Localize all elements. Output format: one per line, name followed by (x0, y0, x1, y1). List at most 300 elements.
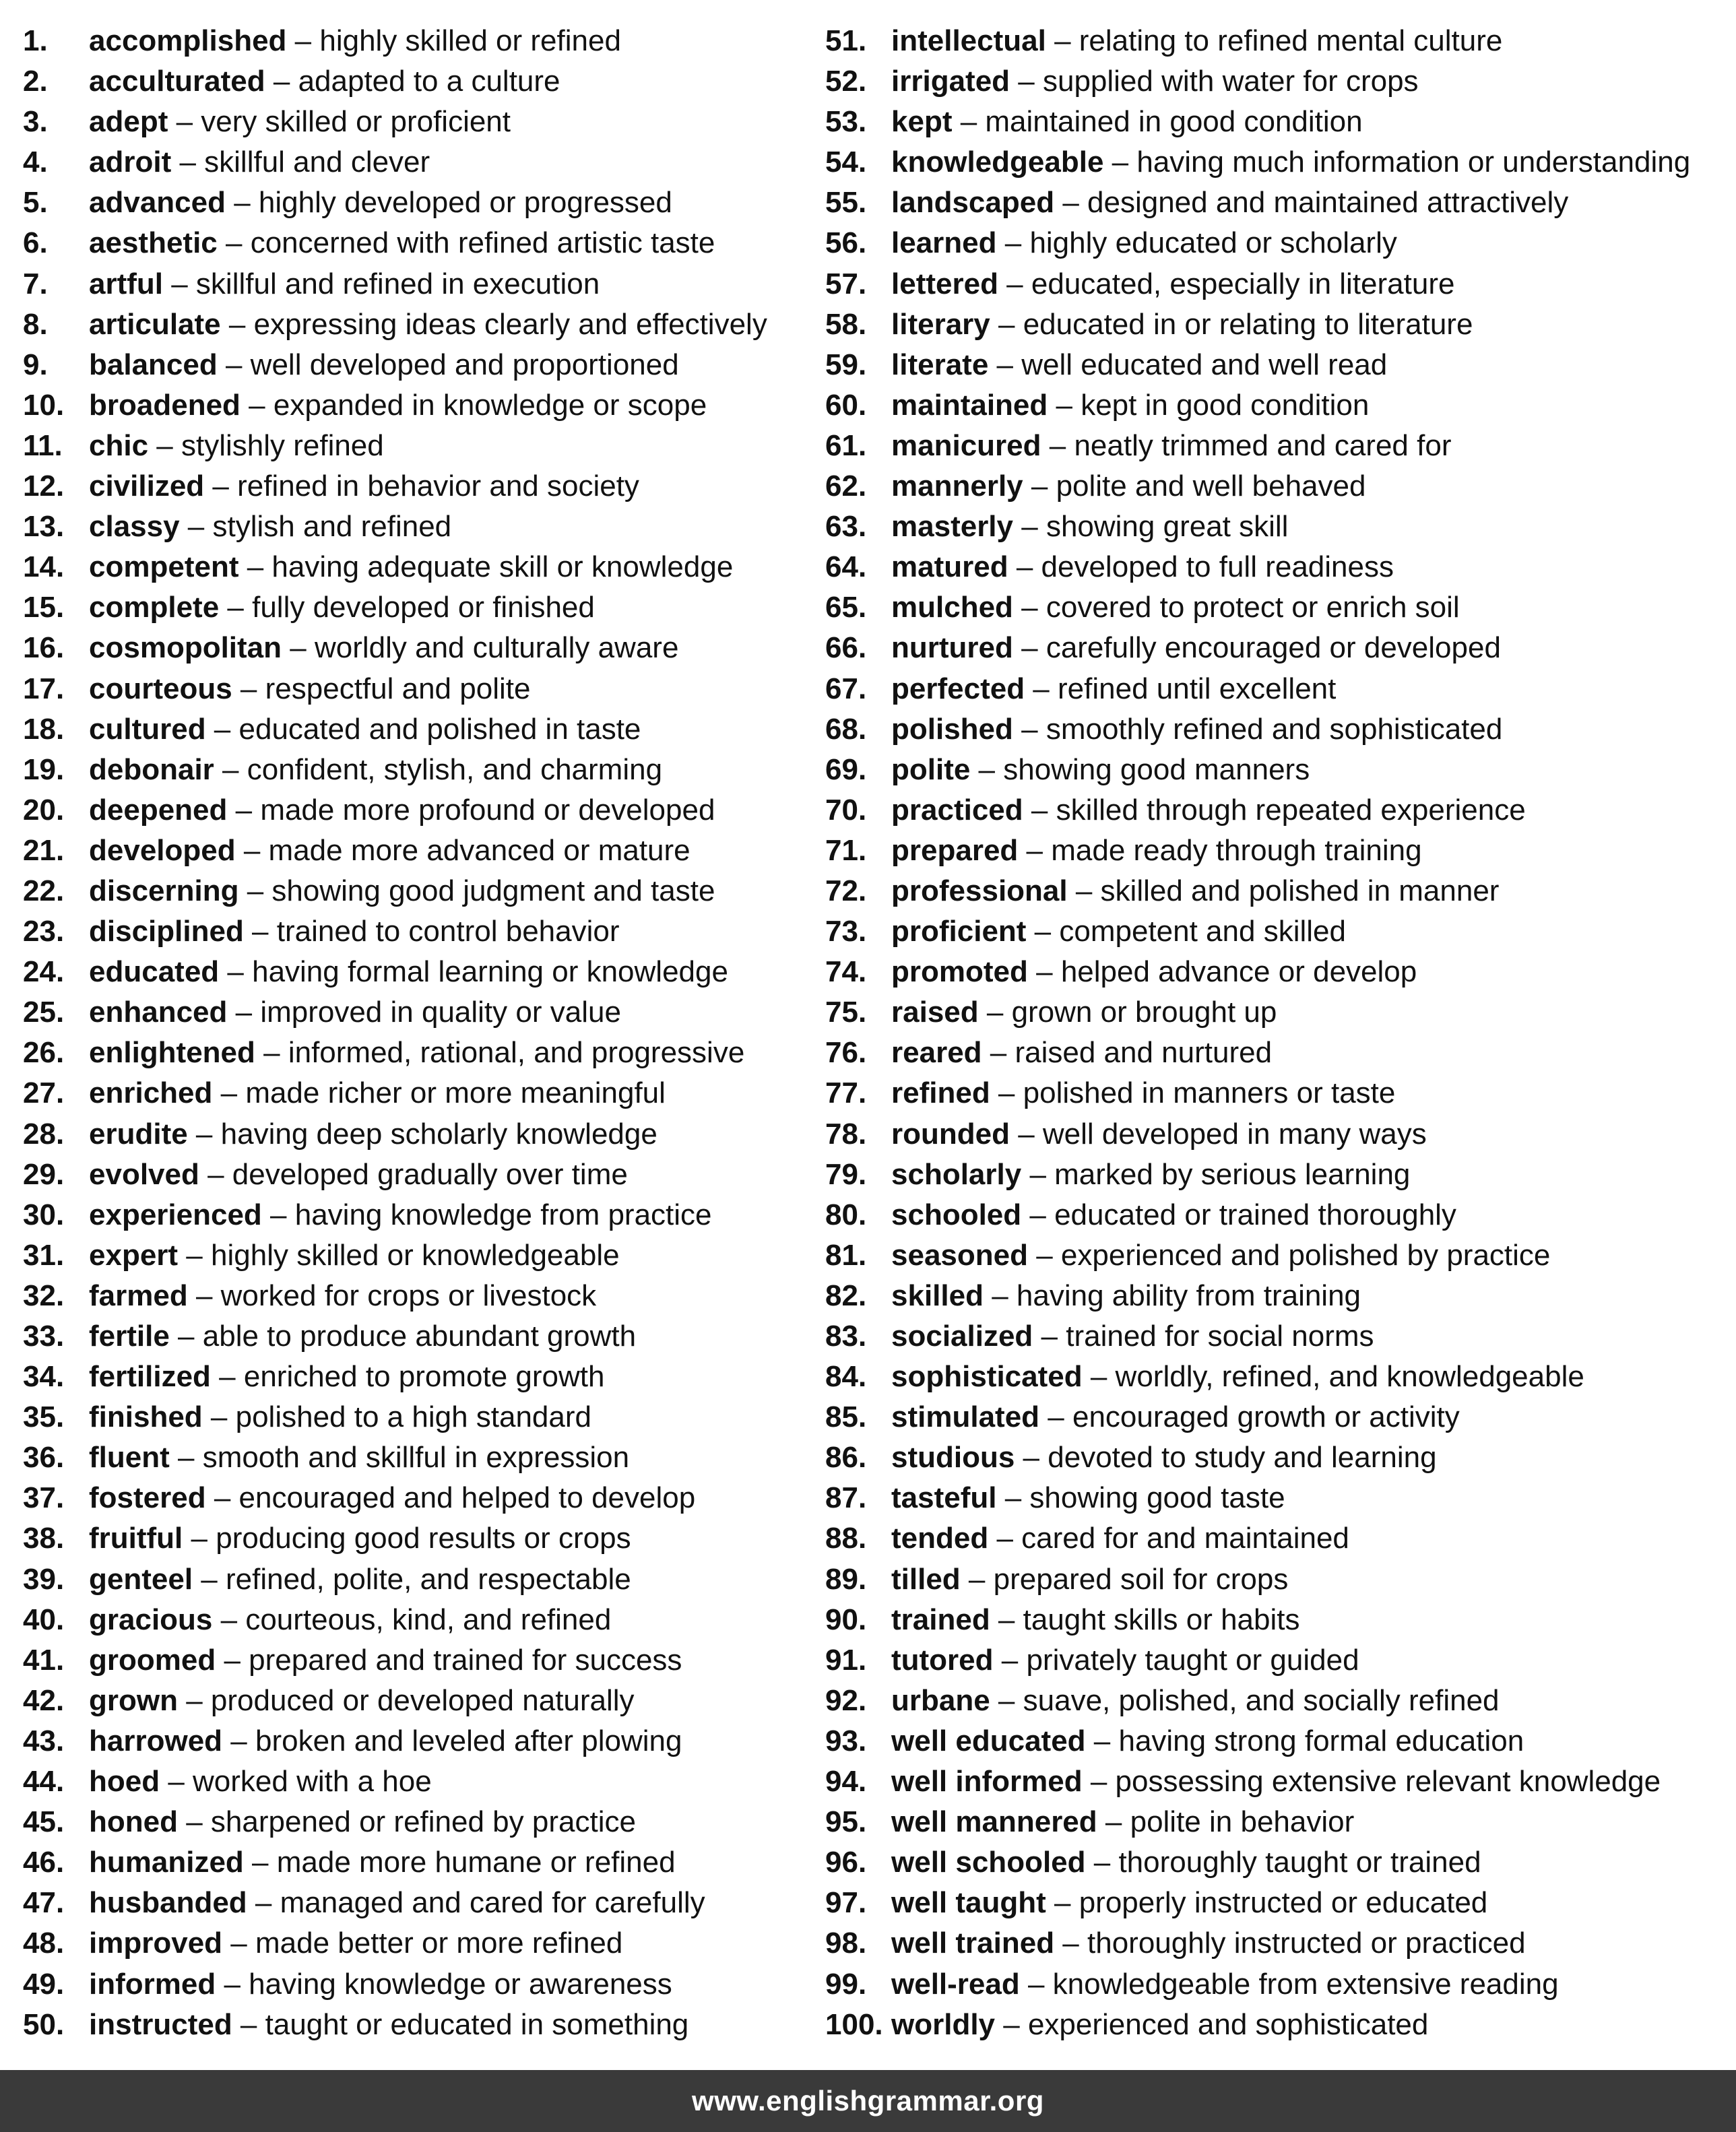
item-word: artful (89, 267, 163, 300)
item-body (891, 911, 1346, 952)
item-definition: made ready through training (1051, 833, 1422, 867)
item-separator: – (222, 1724, 255, 1757)
item-body (89, 628, 678, 668)
item-number: 97. (825, 1886, 867, 1920)
item-definition: experienced and polished by practice (1060, 1238, 1551, 1272)
item-definition: made better or more refined (255, 1927, 623, 1960)
list-item (23, 1478, 798, 1518)
item-number: 8. (23, 307, 48, 341)
item-number: 84. (825, 1360, 867, 1394)
item-word: rounded (891, 1117, 1010, 1151)
item-definition: able to produce abundant growth (202, 1320, 637, 1353)
item-body (89, 466, 639, 507)
item-separator: – (1085, 1724, 1119, 1757)
item-number: 91. (825, 1643, 867, 1677)
item-definition: raised and nurtured (1015, 1036, 1273, 1070)
item-definition: having formal learning or knowledge (252, 955, 728, 989)
item-number: 64. (825, 550, 867, 584)
item-body (89, 750, 662, 790)
item-separator: – (990, 1603, 1023, 1636)
item-word: professional (891, 874, 1068, 907)
item-definition: possessing extensive relevant knowledge (1115, 1765, 1661, 1799)
list-item (23, 1114, 798, 1155)
item-number: 87. (825, 1481, 867, 1515)
item-separator: – (168, 105, 201, 139)
item-definition: carefully encouraged or developed (1046, 631, 1501, 665)
item-word: sophisticated (891, 1360, 1083, 1394)
item-word: accomplished (89, 24, 287, 57)
item-separator: – (996, 1481, 1030, 1515)
item-word: well mannered (891, 1805, 1097, 1839)
list-item (23, 1802, 798, 1842)
item-body (89, 1600, 611, 1640)
item-body (89, 1640, 682, 1681)
item-separator: – (227, 793, 261, 827)
list-item (23, 750, 798, 790)
list-item (825, 1073, 1728, 1113)
item-word: fertilized (89, 1360, 211, 1394)
item-word: gracious (89, 1603, 213, 1636)
item-word: broadened (89, 388, 240, 422)
item-separator: – (988, 348, 1022, 381)
item-body (891, 871, 1499, 911)
item-number: 66. (825, 631, 867, 665)
item-word: knowledgeable (891, 146, 1104, 179)
item-definition: having deep scholarly knowledge (220, 1117, 657, 1151)
item-body (891, 547, 1394, 587)
item-number: 18. (23, 712, 65, 746)
list-item (23, 1276, 798, 1316)
item-number: 93. (825, 1724, 867, 1757)
item-separator: – (1019, 1967, 1053, 2001)
item-word: maintained (891, 388, 1048, 422)
list-item (23, 426, 798, 466)
item-separator: – (214, 752, 247, 786)
list-item (23, 345, 798, 385)
list-item (825, 1033, 1728, 1073)
item-body (891, 1478, 1285, 1518)
item-word: well-read (891, 1967, 1020, 2001)
item-separator: – (235, 833, 269, 867)
item-definition: refined in behavior and society (237, 470, 639, 503)
item-body (89, 142, 430, 183)
item-word: enlightened (89, 1036, 255, 1070)
item-separator: – (1015, 1441, 1048, 1475)
item-definition: maintained in good condition (985, 105, 1363, 139)
item-number: 67. (825, 672, 867, 705)
item-body (891, 1195, 1456, 1235)
list-item (825, 1762, 1728, 1802)
item-definition: courteous, kind, and refined (245, 1603, 612, 1636)
item-word: fluent (89, 1441, 170, 1475)
item-word: cultured (89, 712, 206, 746)
item-separator: – (212, 1076, 246, 1110)
item-word: literate (891, 348, 989, 381)
item-body (891, 1438, 1437, 1478)
item-word: schooled (891, 1198, 1022, 1231)
item-number: 41. (23, 1643, 65, 1677)
item-body (891, 1923, 1526, 1964)
item-definition: producing good results or crops (216, 1522, 631, 1555)
item-separator: – (148, 428, 181, 462)
item-definition: made more profound or developed (260, 793, 715, 827)
item-body (89, 587, 595, 628)
item-word: tutored (891, 1643, 994, 1677)
item-body (891, 507, 1288, 547)
item-word: debonair (89, 752, 214, 786)
item-word: instructed (89, 2007, 232, 2041)
item-body (89, 1073, 666, 1113)
item-number: 25. (23, 996, 65, 1029)
item-number: 38. (23, 1522, 65, 1555)
item-separator: – (1021, 1198, 1055, 1231)
item-body (891, 1073, 1395, 1113)
item-number: 82. (825, 1279, 867, 1312)
item-number: 5. (23, 186, 48, 220)
item-body (89, 304, 767, 345)
item-body (89, 1478, 695, 1518)
item-body (891, 304, 1473, 345)
item-separator: – (243, 1846, 277, 1879)
item-definition: showing good taste (1029, 1481, 1285, 1515)
item-word: nurtured (891, 631, 1013, 665)
list-item (23, 1964, 798, 2005)
item-word: irrigated (891, 65, 1010, 98)
item-separator: – (177, 1683, 211, 1717)
item-body (891, 345, 1387, 385)
item-separator: – (179, 510, 213, 544)
item-body (89, 1397, 591, 1438)
item-number: 90. (825, 1603, 867, 1636)
item-definition: knowledgeable from extensive reading (1052, 1967, 1559, 2001)
item-number: 33. (23, 1320, 65, 1353)
item-separator: – (982, 1036, 1015, 1070)
item-separator: – (204, 470, 238, 503)
item-body (89, 992, 621, 1033)
item-separator: – (169, 1441, 203, 1475)
item-definition: sharpened or refined by practice (210, 1805, 636, 1839)
item-body (89, 1033, 744, 1073)
item-body (891, 750, 1310, 790)
item-number: 22. (23, 874, 65, 907)
list-item (825, 345, 1728, 385)
item-number: 43. (23, 1724, 65, 1757)
item-number: 71. (825, 833, 867, 867)
list-item (825, 1478, 1728, 1518)
list-item (23, 790, 798, 831)
item-definition: well developed in many ways (1042, 1117, 1427, 1151)
item-word: polite (891, 752, 971, 786)
item-number: 85. (825, 1400, 867, 1434)
item-definition: skilled through repeated experience (1056, 793, 1526, 827)
item-word: honed (89, 1805, 178, 1839)
list-item (825, 1640, 1728, 1681)
item-number: 80. (825, 1198, 867, 1231)
item-number: 20. (23, 793, 65, 827)
item-number: 75. (825, 996, 867, 1029)
item-separator: – (187, 1117, 221, 1151)
item-body (891, 1640, 1359, 1681)
item-definition: educated or trained thoroughly (1054, 1198, 1456, 1231)
list-item (23, 1559, 798, 1600)
item-definition: marked by serious learning (1054, 1157, 1411, 1191)
item-body (89, 61, 560, 102)
item-separator: – (220, 307, 254, 341)
list-item (23, 1195, 798, 1235)
item-number: 92. (825, 1683, 867, 1717)
item-body (891, 1276, 1361, 1316)
item-word: studious (891, 1441, 1015, 1475)
item-definition: designed and maintained attractively (1087, 186, 1569, 220)
item-word: matured (891, 550, 1008, 584)
word-list (0, 21, 1736, 2042)
item-number: 65. (825, 591, 867, 624)
item-body (891, 1397, 1460, 1438)
item-body (891, 426, 1451, 466)
item-body (891, 385, 1369, 426)
item-separator: – (219, 955, 253, 989)
footer-url[interactable]: www.englishgrammar.org (692, 2085, 1044, 2117)
item-separator: – (970, 752, 1004, 786)
item-number: 68. (825, 712, 867, 746)
list-item (23, 1033, 798, 1073)
item-body (891, 102, 1363, 142)
item-number: 27. (23, 1076, 65, 1110)
item-definition: stylish and refined (212, 510, 452, 544)
item-number: 76. (825, 1036, 867, 1070)
item-separator: – (178, 1238, 211, 1272)
item-separator: – (1012, 591, 1046, 624)
item-word: scholarly (891, 1157, 1022, 1191)
item-body (891, 1681, 1500, 1721)
item-word: chic (89, 428, 149, 462)
item-body (891, 790, 1526, 831)
item-definition: polite in behavior (1130, 1805, 1355, 1839)
item-number: 96. (825, 1846, 867, 1879)
item-number: 50. (23, 2007, 65, 2041)
item-body (89, 385, 707, 426)
item-number: 26. (23, 1036, 65, 1070)
list-item (23, 264, 798, 304)
list-item (825, 264, 1728, 304)
item-number: 42. (23, 1683, 65, 1717)
item-body (891, 223, 1397, 263)
list-item (825, 21, 1728, 61)
item-body (891, 709, 1502, 750)
item-word: manicured (891, 428, 1041, 462)
item-separator: – (1085, 1846, 1119, 1879)
list-item (825, 1842, 1728, 1883)
item-definition: having adequate skill or knowledge (271, 550, 734, 584)
list-item (23, 1640, 798, 1681)
item-definition: developed gradually over time (232, 1157, 628, 1191)
item-separator: – (990, 1683, 1023, 1717)
item-definition: expanded in knowledge or scope (273, 388, 707, 422)
item-word: enriched (89, 1076, 213, 1110)
item-word: improved (89, 1927, 223, 1960)
item-word: expert (89, 1238, 179, 1272)
list-item (23, 2005, 798, 2045)
item-body (89, 1316, 636, 1357)
item-definition: cared for and maintained (1021, 1522, 1349, 1555)
item-number: 40. (23, 1603, 65, 1636)
list-item (825, 750, 1728, 790)
list-item (23, 1316, 798, 1357)
item-definition: encouraged growth or activity (1072, 1400, 1460, 1434)
item-number: 35. (23, 1400, 65, 1434)
item-word: well educated (891, 1724, 1086, 1757)
item-definition: broken and leveled after plowing (255, 1724, 682, 1757)
item-body (89, 1559, 631, 1600)
item-separator: – (216, 1967, 249, 2001)
item-definition: well developed and proportioned (250, 348, 679, 381)
item-definition: enriched to promote growth (243, 1360, 605, 1394)
item-separator: – (1054, 1927, 1087, 1960)
item-definition: polished in manners or taste (1023, 1076, 1396, 1110)
list-item (825, 1195, 1728, 1235)
item-definition: worldly, refined, and knowledgeable (1115, 1360, 1584, 1394)
item-word: grown (89, 1683, 178, 1717)
list-item (23, 1155, 798, 1195)
item-separator: – (1082, 1360, 1116, 1394)
item-number: 2. (23, 65, 48, 98)
list-item (23, 1073, 798, 1113)
item-body (89, 21, 621, 61)
item-word: mulched (891, 591, 1013, 624)
item-definition: refined until excellent (1058, 672, 1337, 705)
item-word: educated (89, 955, 220, 989)
item-separator: – (1008, 550, 1041, 584)
item-separator: – (216, 1643, 249, 1677)
item-definition: encouraged and helped to develop (238, 1481, 696, 1515)
item-definition: stylishly refined (181, 428, 384, 462)
item-number: 74. (825, 955, 867, 989)
item-separator: – (1103, 146, 1137, 179)
item-word: masterly (891, 510, 1014, 544)
item-word: intellectual (891, 24, 1046, 57)
item-separator: – (1018, 833, 1052, 867)
item-separator: – (988, 1522, 1022, 1555)
list-item (23, 466, 798, 507)
item-separator: – (225, 186, 259, 220)
item-word: informed (89, 1967, 216, 2001)
item-word: polished (891, 712, 1013, 746)
item-body (89, 1762, 432, 1802)
item-definition: highly skilled or knowledgeable (211, 1238, 620, 1272)
item-separator: – (255, 1036, 288, 1070)
item-definition: informed, rational, and progressive (288, 1036, 745, 1070)
item-body (891, 1883, 1487, 1923)
list-item (23, 1438, 798, 1478)
item-definition: trained to control behavior (276, 915, 620, 948)
item-body (891, 669, 1336, 709)
item-separator: – (1012, 712, 1046, 746)
item-number: 56. (825, 226, 867, 260)
item-number: 19. (23, 752, 65, 786)
item-definition: devoted to study and learning (1048, 1441, 1437, 1475)
item-body (89, 831, 690, 871)
item-separator: – (1021, 1157, 1055, 1191)
list-item (825, 1883, 1728, 1923)
list-item (825, 304, 1728, 345)
list-item (23, 1883, 798, 1923)
item-word: harrowed (89, 1724, 223, 1757)
list-item (825, 1518, 1728, 1559)
list-item (825, 1964, 1728, 2005)
item-definition: fully developed or finished (252, 591, 595, 624)
item-word: fertile (89, 1320, 170, 1353)
item-body (891, 1762, 1661, 1802)
list-item (825, 1559, 1728, 1600)
item-word: evolved (89, 1157, 199, 1191)
item-number: 70. (825, 793, 867, 827)
item-definition: educated and polished in taste (238, 712, 641, 746)
item-separator: – (998, 267, 1031, 300)
item-body (89, 1842, 676, 1883)
item-definition: adapted to a culture (298, 65, 560, 98)
item-word: complete (89, 591, 220, 624)
item-word: discerning (89, 874, 239, 907)
item-definition: neatly trimmed and cared for (1074, 428, 1452, 462)
item-separator: – (1033, 1320, 1066, 1353)
word-list-column-right (825, 21, 1728, 2045)
item-number: 59. (825, 348, 867, 381)
item-separator: – (187, 1279, 221, 1312)
item-number: 45. (23, 1805, 65, 1839)
item-word: socialized (891, 1320, 1033, 1353)
item-body (891, 1316, 1374, 1357)
list-item (825, 102, 1728, 142)
item-body (891, 1235, 1550, 1276)
item-body (89, 183, 672, 223)
list-item (23, 21, 798, 61)
item-word: husbanded (89, 1886, 247, 1920)
item-body (891, 1559, 1288, 1600)
item-body (89, 345, 679, 385)
item-word: erudite (89, 1117, 188, 1151)
item-definition: helped advance or develop (1060, 955, 1417, 989)
item-separator: – (952, 105, 986, 139)
item-separator: – (247, 1886, 280, 1920)
item-separator: – (995, 2007, 1028, 2041)
item-number: 79. (825, 1157, 867, 1191)
list-item (23, 871, 798, 911)
item-separator: – (1026, 915, 1060, 948)
item-number: 46. (23, 1846, 65, 1879)
list-item (825, 790, 1728, 831)
list-item (825, 587, 1728, 628)
item-separator: – (171, 146, 205, 179)
item-word: disciplined (89, 915, 244, 948)
item-number: 95. (825, 1805, 867, 1839)
item-separator: – (1025, 672, 1058, 705)
item-word: urbane (891, 1683, 990, 1717)
list-item (825, 1681, 1728, 1721)
item-definition: expressing ideas clearly and effectively (253, 307, 767, 341)
item-definition: covered to protect or enrich soil (1046, 591, 1460, 624)
list-item (23, 952, 798, 992)
item-word: prepared (891, 833, 1019, 867)
item-number: 4. (23, 146, 48, 179)
item-definition: made more advanced or mature (268, 833, 690, 867)
list-item (825, 1155, 1728, 1195)
item-separator: – (240, 388, 274, 422)
item-number: 78. (825, 1117, 867, 1151)
item-body (891, 2005, 1428, 2045)
item-separator: – (1027, 1238, 1061, 1272)
item-separator: – (193, 1562, 226, 1596)
item-number: 12. (23, 470, 65, 503)
